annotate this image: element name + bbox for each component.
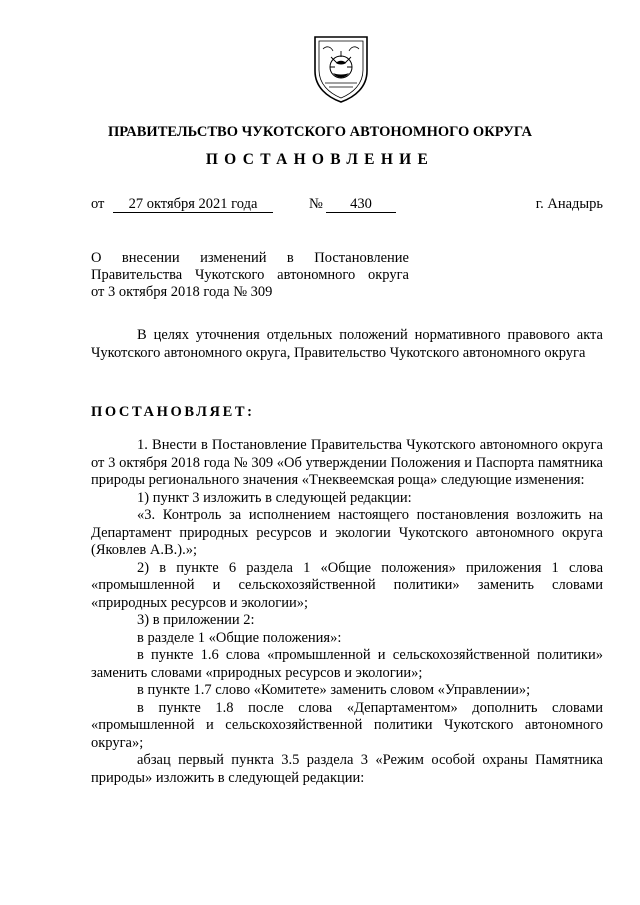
document-date: 27 октября 2021 года	[113, 196, 273, 213]
body-paragraph: 3) в приложении 2:	[137, 612, 255, 628]
body-paragraph: 1. Внести в Постановление Правительства Чукотского автономного округа от 3 октября 2018 года № 309 «Об утверждении Положения и Паспорта памятника природы регионального значения «Тнеквеемская роща» следующие изменения:	[91, 437, 603, 488]
coat-of-arms-emblem	[309, 27, 373, 104]
decree-word: ПОСТАНОВЛЯЕТ:	[91, 404, 255, 420]
decree-body	[91, 437, 603, 787]
document-type-title: ПОСТАНОВЛЕНИЕ	[205, 151, 435, 168]
body-paragraph: в пункте 1.7 слово «Комитете» заменить словом «Управлении»;	[137, 682, 531, 698]
date-from-label: от	[91, 196, 105, 212]
document-subject	[91, 250, 409, 301]
preamble-paragraph: В целях уточнения отдельных положений нормативного правового акта Чукотского автономного округа, Правительство Чукотского автономного округа	[91, 327, 603, 361]
document-place: г. Анадырь	[535, 196, 603, 212]
subject-line: О внесении изменений в Постановление	[91, 250, 409, 266]
body-paragraph: в пункте 1.6 слова «промышленной и сельскохозяйственной политики» заменить словами «природных ресурсов и экологии»;	[91, 647, 603, 681]
number-label: №	[309, 196, 323, 212]
preamble-block	[91, 327, 603, 362]
document-number: 430	[326, 196, 396, 213]
body-paragraph: в разделе 1 «Общие положения»:	[137, 629, 342, 646]
body-paragraph: 1) пункт 3 изложить в следующей редакции:	[137, 489, 412, 506]
subject-line: от 3 октября 2018 года № 309	[91, 284, 273, 300]
body-paragraph: «3. Контроль за исполнением настоящего постановления возложить на Департамент природных ресурсов и экологии Чукотского автономного округа (Яковлев А.В.).»;	[91, 507, 603, 558]
organization-title: ПРАВИТЕЛЬСТВО ЧУКОТСКОГО АВТОНОМНОГО ОКРУГА	[108, 124, 532, 140]
body-paragraph: 2) в пункте 6 раздела 1 «Общие положения» приложения 1 слова «промышленной и сельскохозяйственной политики» заменить словами «природных ресурсов и экологии»;	[91, 559, 603, 611]
body-paragraph: в пункте 1.8 после слова «Департаментом» дополнить словами «промышленной и сельскохозяйственной политики Чукотского автономного округа»;	[91, 699, 603, 751]
date-number-line	[91, 196, 603, 216]
subject-line: Правительства Чукотского автономного округа	[91, 267, 409, 283]
body-paragraph: абзац первый пункта 3.5 раздела 3 «Режим особой охраны Памятника природы» изложить в следующей редакции:	[91, 752, 603, 786]
